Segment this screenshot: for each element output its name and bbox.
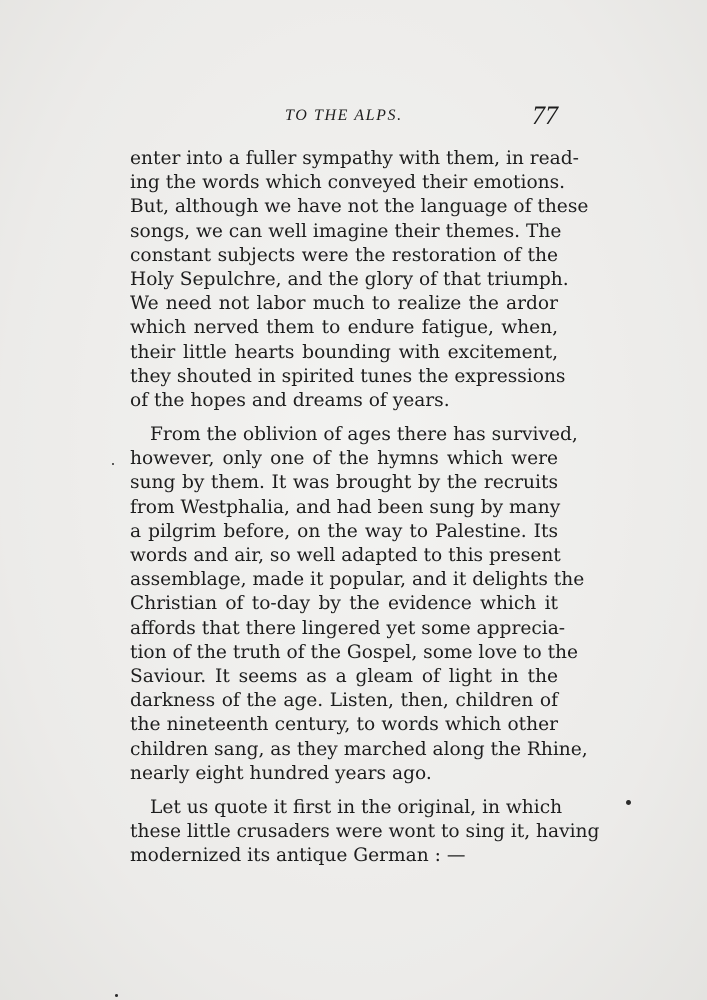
- text-line: a pilgrim before, on the way to Palestine. Its: [130, 520, 558, 542]
- text-line: they shouted in spirited tunes the expressions: [130, 365, 566, 387]
- text-line: ing the words which conveyed their emotions.: [130, 172, 566, 194]
- print-speck: [112, 463, 114, 465]
- page-number: 77: [532, 101, 558, 130]
- text-line: affords that there lingered yet some apprecia-: [130, 617, 566, 639]
- text-line: Saviour. It seems as a gleam of light in the: [130, 665, 558, 687]
- text-line: children sang, as they marched along the Rhine,: [130, 738, 588, 760]
- text-line: We need not labor much to realize the ardor: [130, 293, 558, 315]
- text-line: But, although we have not the language of these: [130, 196, 589, 218]
- paragraph-2: [130, 423, 588, 786]
- text-line: modernized its antique German : —: [130, 845, 466, 867]
- text-line: assemblage, made it popular, and it delights the: [130, 569, 585, 591]
- text-line: songs, we can well imagine their themes. The: [130, 220, 562, 242]
- text-line: Holy Sepulchre, and the glory of that triumph.: [130, 268, 569, 290]
- text-line: however, only one of the hymns which were: [130, 448, 558, 470]
- text-line: these little crusaders were wont to sing it, having: [130, 821, 600, 843]
- text-line: constant subjects were the restoration of the: [130, 244, 558, 266]
- text-line: words and air, so well adapted to this present: [130, 545, 561, 566]
- text-line: their little hearts bounding with excitement,: [130, 341, 558, 363]
- text-line: nearly eight hundred years ago.: [130, 762, 432, 784]
- print-speck: [115, 994, 118, 997]
- print-speck: [626, 800, 631, 805]
- running-head: [130, 103, 558, 133]
- text-line: Let us quote it first in the original, in which: [150, 796, 563, 818]
- text-line: enter into a fuller sympathy with them, in read-: [130, 148, 579, 169]
- running-title: TO THE ALPS.: [285, 107, 403, 124]
- text-line: darkness of the age. Listen, then, children of: [130, 690, 558, 712]
- text-line: From the oblivion of ages there has survived,: [150, 424, 578, 446]
- text-line: sung by them. It was brought by the recruits: [130, 472, 558, 494]
- paragraph-3: [130, 796, 600, 869]
- text-line: from Westphalia, and had been sung by many: [130, 496, 561, 518]
- text-line: tion of the truth of the Gospel, some love to the: [130, 641, 579, 663]
- text-line: the nineteenth century, to words which other: [130, 714, 558, 736]
- body-text: [130, 147, 600, 878]
- text-line: Christian of to-day by the evidence which it: [130, 593, 558, 615]
- paragraph-1: [130, 147, 589, 413]
- text-line: which nerved them to endure fatigue, when,: [130, 317, 558, 339]
- text-line: of the hopes and dreams of years.: [130, 389, 450, 411]
